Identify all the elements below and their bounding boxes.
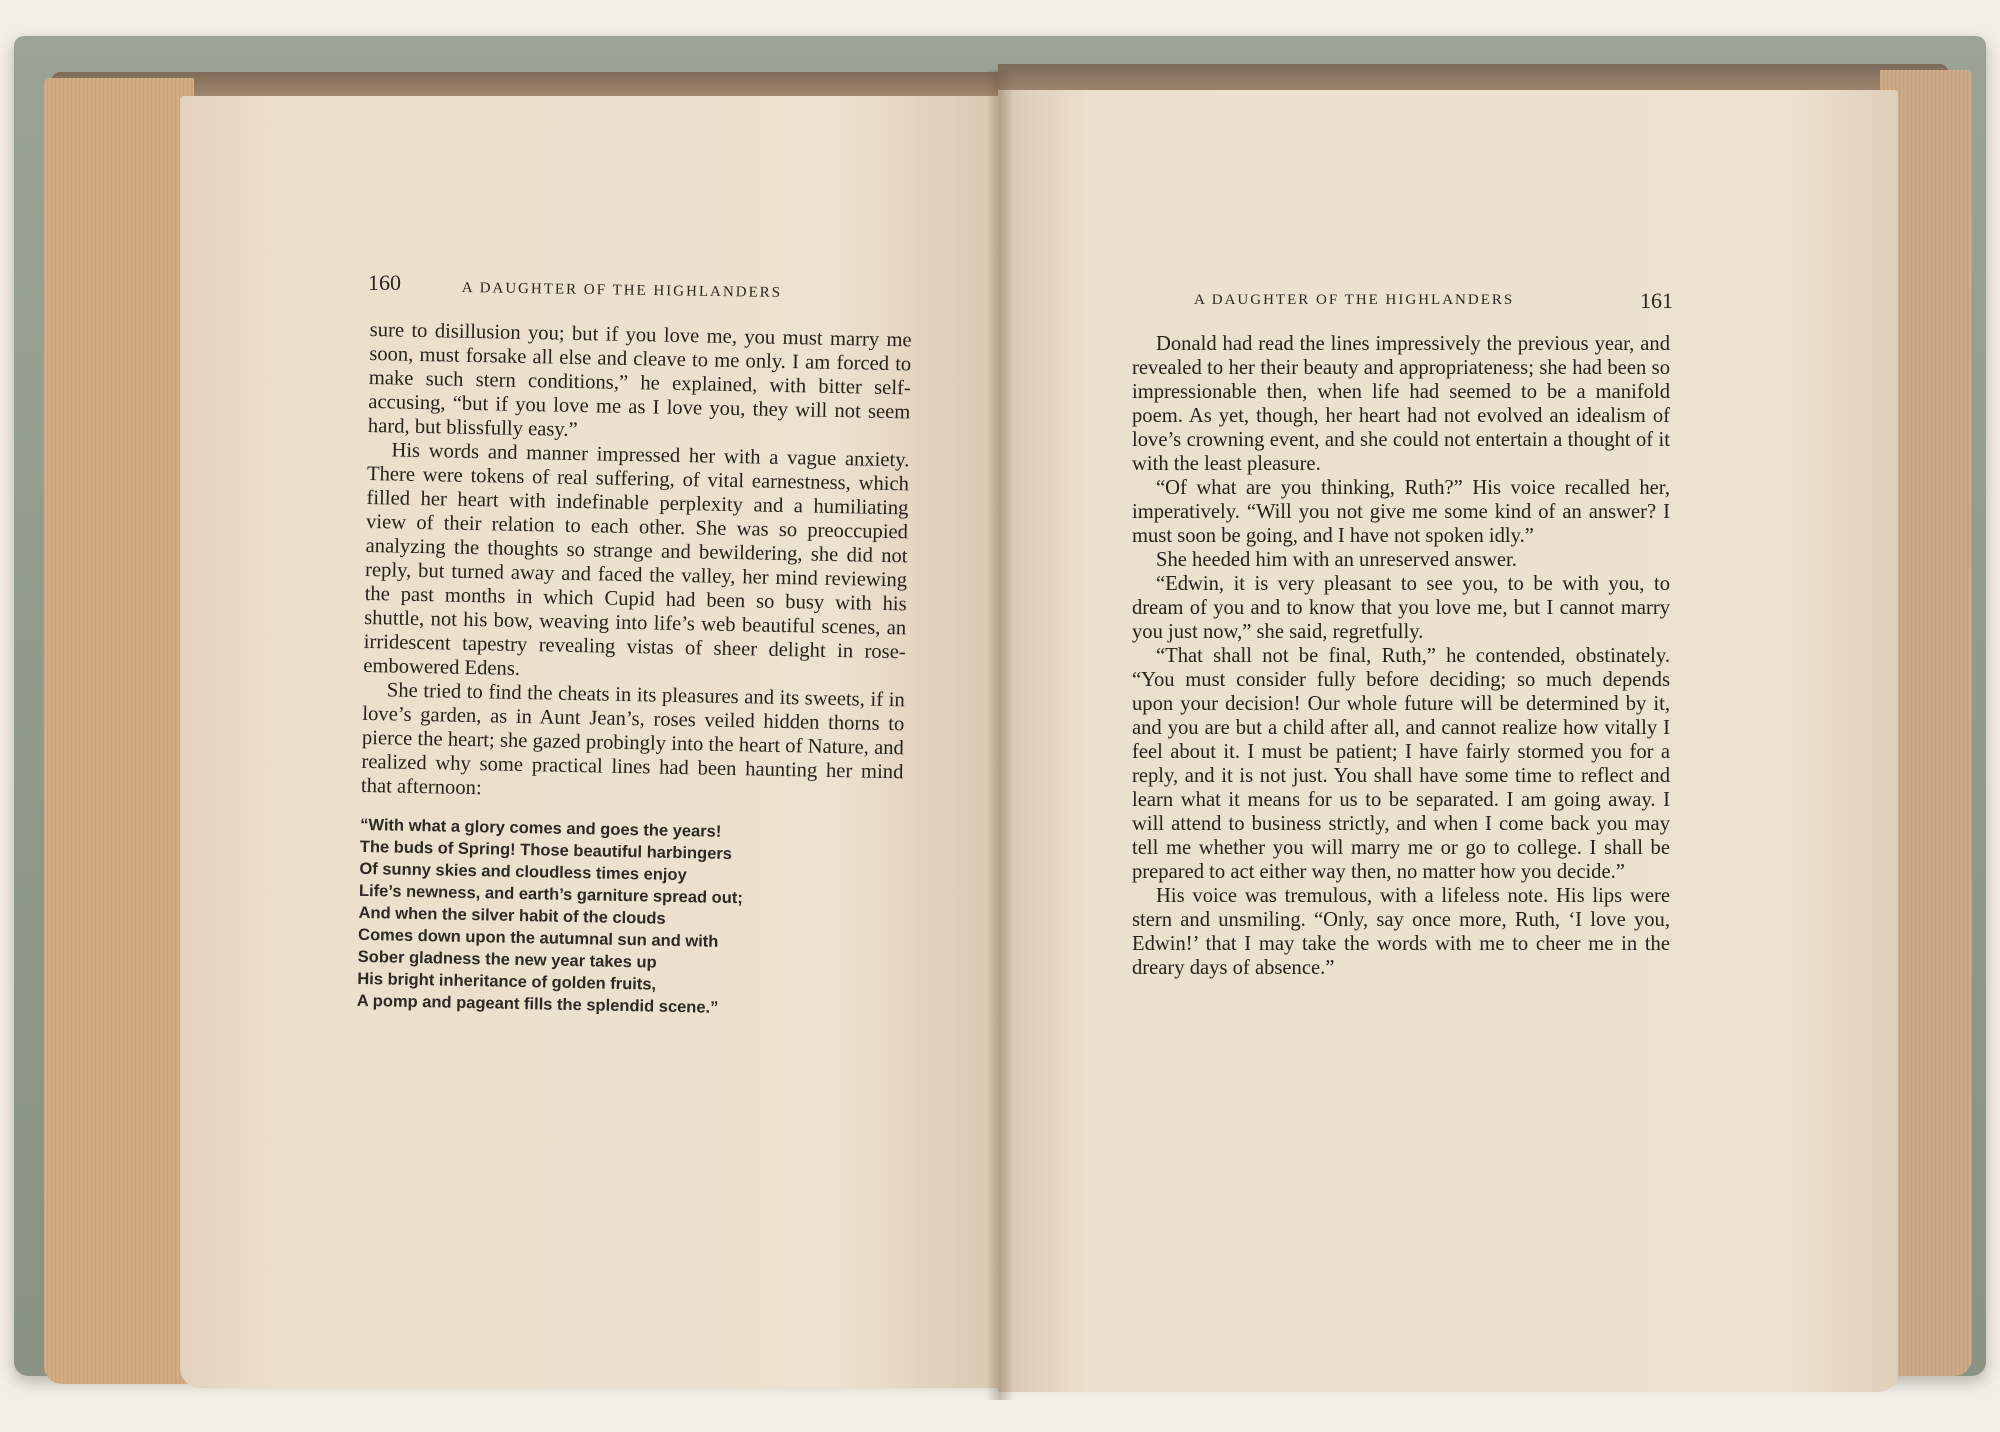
right-page-number: 161 xyxy=(1640,288,1673,313)
paragraph: She tried to find the cheats in its pleasures and its sweets, if in love’s garden, as in Aunt Jean’s, roses veiled hidden thorns to pierce the heart; she gazed probingly into the heart of Nature, and realized why some practical lines had been haunting her mind that afternoon: xyxy=(360,679,905,800)
left-page-body xyxy=(357,318,912,1022)
left-page-number: 160 xyxy=(368,270,401,295)
left-page-edges xyxy=(44,78,194,1384)
poem-line: “With what a glory comes and goes the years! xyxy=(360,815,722,841)
poem-line: The buds of Spring! Those beautiful harbingers xyxy=(359,837,733,864)
poem-line: A pomp and pageant fills the splendid scene.” xyxy=(356,991,719,1017)
paragraph: sure to disillusion you; but if you love me, you must marry me soon, must forsake all else and cleave to me only. I am forced to make such stern conditions,” he explained, with bitter self-accusing, “but if you love me as I love you, they will not seem hard, but blissfully easy.” xyxy=(367,318,912,442)
paragraph: His words and manner impressed her with a vague anxiety. There were tokens of real suffering, of vital earnestness, which filled her heart with indefinable perplexity and a humiliating view of their relation to each other. She was so preoccupied analyzing the thoughts so strange and bewildering, she did not reply, but turned away and faced the valley, her mind reviewing the past months in which Cupid had been so busy with his shuttle, not his bow, weaving into life’s web beautiful scenes, an irridescent tapestry revealing vistas of sheer delight in rose-embowered Edens. xyxy=(363,439,910,680)
poem-line: Life’s newness, and earth’s garniture spread out; xyxy=(358,881,743,908)
paragraph: His voice was tremulous, with a lifeless note. His lips were stern and unsmiling. “Only, say once more, Ruth, ‘I love you, Edwin!’ that I may take the words with me to cheer me in the dreary days of absence.” xyxy=(1132,885,1670,979)
paragraph: She heeded him with an unreserved answer. xyxy=(1156,549,1517,571)
paragraph: “Edwin, it is very pleasant to see you, to be with you, to dream of you and to know that you love me, but I cannot marry you just now,” she said, regretfully. xyxy=(1132,573,1670,643)
paragraph: “That shall not be final, Ruth,” he contended, obstinately. “You must consider fully before deciding; so much depends upon your decision! Our whole future will be determined by it, and you are but a child after all, and cannot realize how vitally I feel about it. I must be patient; I have fairly stormed you for a reply, and it is not just. You shall have some time to reflect and learn what it means for us to be separated. I am going away. I will attend to business strictly, and when I come back you may tell me whether you will marry me or go to college. I shall be prepared to act either way then, no matter how you decide.” xyxy=(1132,645,1670,883)
poem-line: His bright inheritance of golden fruits, xyxy=(357,969,657,994)
paragraph: “Of what are you thinking, Ruth?” His voice recalled her, imperatively. “Will you not give me some kind of an answer? I must soon be going, and I have not spoken idly.” xyxy=(1132,477,1670,547)
left-running-head: A DAUGHTER OF THE HIGHLANDERS xyxy=(461,280,783,302)
paragraph: Donald had read the lines impressively the previous year, and revealed to her their beauty and appropriateness; she had been so impressionable then, when life had seemed to be a manifold poem. As yet, though, her heart had not evolved an idealism of love’s crowning event, and she could not entertain a thought of it with the least pleasure. xyxy=(1132,333,1670,475)
poem-line: Comes down upon the autumnal sun and with xyxy=(357,925,719,951)
poem-line: And when the silver habit of the clouds xyxy=(358,903,666,928)
poem-line: Sober gladness the new year takes up xyxy=(357,947,657,972)
poem-line: Of sunny skies and cloudless times enjoy xyxy=(359,859,687,885)
poem-block xyxy=(357,814,903,1022)
book-gutter xyxy=(986,70,1014,1400)
left-top-page-edges xyxy=(52,72,1002,98)
right-page-body xyxy=(1132,332,1670,980)
right-running-head: A DAUGHTER OF THE HIGHLANDERS xyxy=(1194,292,1515,308)
